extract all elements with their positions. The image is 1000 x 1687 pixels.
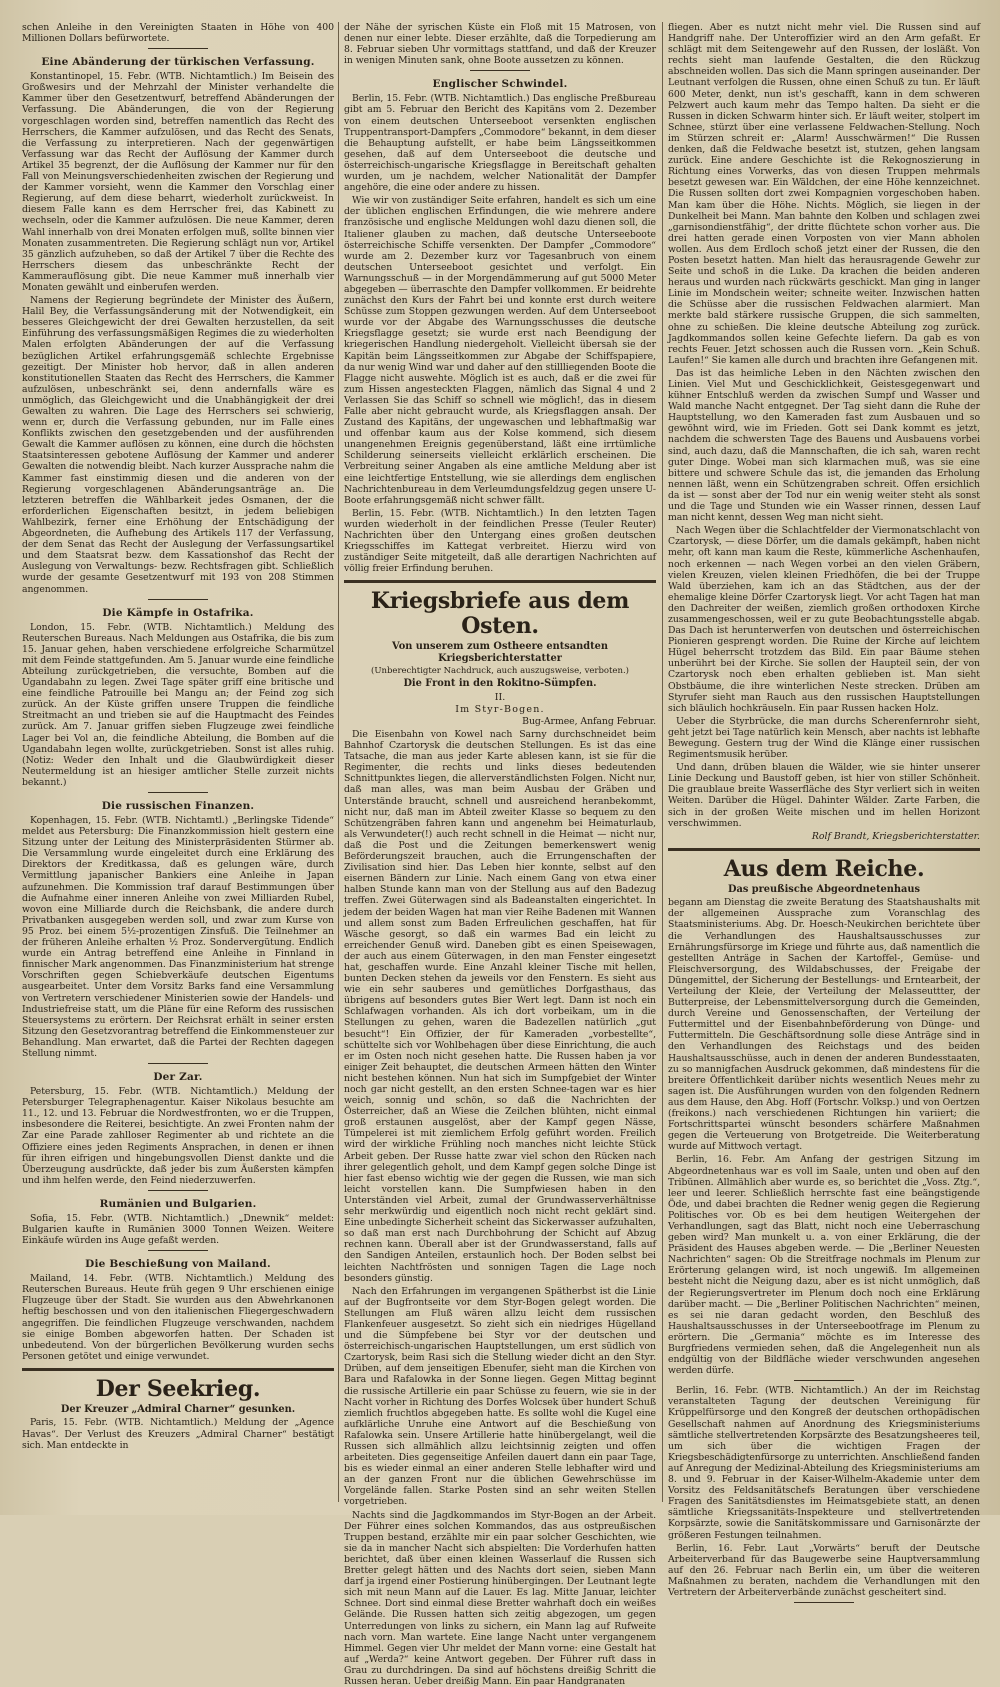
column-rule bbox=[338, 22, 339, 1502]
section-title: Kriegsbriefe aus dem Osten. bbox=[370, 588, 630, 640]
column-2 bbox=[344, 22, 656, 1687]
separator bbox=[794, 1602, 854, 1603]
article-text: Namens der Regierung begründete der Minister des Äußern, Halil Bey, die Verfassungsänderung mit der Notwendigkeit, ein besseres Gleichgewicht der drei Gewalten herzustellen, da seit Einführung des verfassungsmäßigen Regimes die zu wiederholten Malen erfolgten Abänderungen der auf die Verfassung bezüglichen Artikel erfahrungsgemäß schlechte Ergebnisse gezeitigt. Der Minister hob hervor, daß in allen anderen konstitutionellen Staaten das Recht des Herrschers, die Kammer aufzulösen, unbeschränkt sei, denn andernfalls wäre es unmöglich, das Gleichgewicht und die Unabhängigkeit der drei Gewalten zu wahren. Die Lage des Herrschers sei schwierig, wenn er, durch die Verfassung gebunden, nur im Falle eines Konflikts zwischen den gesetzgebenden und der ausführenden Gewalt die Kammer auflösen zu können, eine durch die höchsten Staatsinteressen gebotene Auflösung der Kammer und anderer Gewalten die notwendig bleibt. Nach kurzer Aussprache nahm die Kammer fast einstimmig diesen und die anderen von der Regierung vorgeschlagenen Abänderungsanträge an. Die letzteren betreffen die Wählbarkeit jedes Osmanen, der die erforderlichen Eigenschaften besitzt, in jedem beliebigen Wahlbezirk, ferner eine Erhöhung der Entschädigung der Abgeordneten, die Aufhebung des Artikels 117 der Verfassung, der dem Senat das Recht der Auslegung der Verfassungsartikel und dem Staatsrat bezw. dem Kassationshof das Recht der Auslegung von Verwaltungs- bezw. Rechtsfragen gibt. Schließlich wurde der gesamte Gesetzentwurf mit 193 von 208 Stimmen angenommen. bbox=[22, 295, 334, 595]
separator bbox=[148, 1190, 208, 1191]
author-signature: Rolf Brandt, Kriegsberichterstatter. bbox=[811, 830, 980, 842]
article-text: Konstantinopel, 15. Febr. (WTB. Nichtamtlich.) Im Beisein des Großwesirs und der Mehrzahl der Minister verhandelte die Kammer über den Gesetzentwurf, betreffend Abänderungen der Verfassung. Die Abänderungen, die von der Regierung vorgeschlagen worden sind, betreffen namentlich das Recht des Herrschers, die Kammer aufzulösen, und das Recht des Senats, die Verfassung zu interpretieren. Nach der gegenwärtigen Verfassung war das Recht der Auflösung der Kammer durch Artikel 35 begrenzt, der die Auflösung der Kammer nur für den Fall von Meinungsverschiedenheiten zwischen der Regierung und der Kammer vorsieht, wenn die Kammer den Vorschlag einer Regierung, auf dem diese beharrt, wiederholt zurückweist. In diesem Falle kann es dem Herrscher frei, das Kabinett zu wechseln, oder die Kammer aufzulösen. Die neue Kammer, deren Wahl innerhalb von drei Monaten erfolgen muß, sollte binnen vier Monaten zusammentreten. Die Regierung schlägt nun vor, Artikel 35 gänzlich aufzuheben, so daß der Artikel 7 über die Rechte des Herrschers diesem das unbeschränkte Recht der Kammerauflösung gibt. Die neue Kammer muß innerhalb vier Monaten gewählt und einberufen werden. bbox=[22, 71, 334, 293]
article-text: Nach den Erfahrungen im vergangenen Spätherbst ist die Linie auf der Bugfrontseite vor dem Styr-Bogen gelegt worden. Die Stellungen am Fluß wären allzu leicht dem russischen Flankenfeuer ausgesetzt. So zieht sich ein niedriges Hügelland und die Sümpfebene bei Styr vor der deutschen und österreichisch-ungarischen Hauptstellungen, um erst südlich von Czartorysk, beim Rasi sich die Stellung wieder dicht an den Styr. Drüben, auf dem jenseitigen Ebenufer, sieht man die Kirchen von Bara und Rafalowka in der Sonne liegen. Gegen Mittag beginnt die russische Artillerie ein paar Schüsse zu feuern, wie sie in der Nacht vorher in Richtung des Dorfes Wolcsek über hundert Schuß ziemlich fruchtlos abgegeben hatte. Es sollte wohl die Kugel eine aufklärliche Unruhe eine Antwort auf die Beschießung von Rafalowka sein. Unsere Artillerie hatte hinübergelangt, weil die Russen sich allmählich allzu leichtsinnig zeigten und offen arbeiteten. Dies gegenseitige Anfeilen dauert dann ein paar Tage, bis es wieder einmal an einer anderen Stelle lebhafter wird und an der ganzen Front nur die üblichen Gewehrschüsse im Vorgelände fallen. Starke Posten sind an sehr weiten Stellen vorgetrieben. bbox=[344, 1285, 656, 1508]
article-subtitle: Der Kreuzer „Admiral Charner“ gesunken. bbox=[60, 1403, 296, 1415]
article-subtitle: Das preußische Abgeordnetenhaus bbox=[728, 883, 920, 895]
article-text: London, 15. Febr. (WTB. Nichtamtlich.) Meldung des Reuterschen Bureaus. Nach Meldungen aus Ostafrika, die bis zum 15. Januar gehen, haben verschiedene erfolgreiche Scharmützel mit dem Feinde stattgefunden. Am 5. Januar wurde eine feindliche Abteilung zurückgetrieben, die versuchte, Bomben auf die Ugandabahn zu legen. Zwei Tage später griff eine britische und eine feindliche Patrouille bei Mangu an; der Feind zog sich zurück. An der Küste griffen unsere Truppen die feindliche Streitmacht an und trieben sie auf die Hauptmacht des Feindes zurück. Am 7. Januar griffen sieben Flugzeuge zwei feindliche Lager bei Vol an, die feindliche Abteilung, die Bomben auf die Ugandabahn legen wollte, zurückgetrieben. Sonst ist alles ruhig. (Notiz: Weder den Inhalt und die Glaubwürdigkeit dieser Neutermeldung ist an hiesiger amtlicher Stelle zurzeit nichts bekannt.) bbox=[22, 621, 334, 788]
section-title: Aus dem Reiche. bbox=[723, 855, 925, 882]
article-text: Das ist das heimliche Leben in den Nächten zwischen den Linien. Viel Mut und Geschicklichkeit, Geistesgegenwart und kühner Entschluß werden da zwischen Sumpf und Wasser und Wald manche Nacht entgegnet. Der Tag sieht dann die Ruhe der Hauptstellung, wo den Kameraden fast zum Ausbauen und so gewöhnt wird, wie im Frieden. Gott sei Dank kommt es jetzt, nachdem die schwersten Tage des Bauens und Ausbauens vorbei sind, auch dazu, daß die Mannschaften, die ich sah, waren recht guter Dinge. Wobei man sich klarmachen muß, was sie eine bittere und schwere Schule das ist, die jemanden das Erholung nennen läßt, wenn ein Schützengraben schreit. Offen ersichlich da ist — sonst aber der Tod nur ein wenig weiter steht als sonst und die Tage und Stunden wie ein Wasser rinnen, dessen Lauf man nicht kennt, dessen Weg man nicht sieht. bbox=[668, 367, 980, 524]
separator bbox=[470, 70, 530, 71]
article-heading: Rumänien und Bulgarien. bbox=[99, 1197, 257, 1210]
article-text: Sofia, 15. Febr. (WTB. Nichtamtlich.) „Dnewnik“ meldet: Bulgarien kaufte in Rumänien 3000 Tonnen Weizen. Weitere Einkäufe würden ins Auge gefaßt werden. bbox=[22, 1212, 334, 1247]
article-text: Berlin, 15. Febr. (WTB. Nichtamtlich.) Das englische Preßbureau gibt am 5. Februar den Bericht des Kapitäns vom 2. Dezember von einem deutschen Unterseeboot versenkten englischen Truppentransport-Dampfers „Commodore“ bekannt, in dem dieser die Behauptung aufstellt, er habe beim Längsseitkommen gesehen, daß auf dem Unterseeboot die deutsche und österreichisch-ungarische Kriegsflagge in Bereitschaft gehalten wurden, um je nachdem, welcher Nationalität der Dampfer angehöre, die eine oder andere zu hissen. bbox=[344, 93, 656, 194]
article-heading: Eine Abänderung der türkischen Verfassung. bbox=[41, 56, 315, 69]
article-heading: Die Kämpfe in Ostafrika. bbox=[102, 606, 254, 619]
separator bbox=[148, 1250, 208, 1251]
article-heading: Der Zar. bbox=[153, 1071, 203, 1084]
column-3 bbox=[668, 22, 980, 1598]
section-rule bbox=[344, 580, 656, 583]
article-text: Petersburg, 15. Febr. (WTB. Nichtamtlich.) Meldung der Petersburger Telegraphenagentur. Kaiser Nikolaus besuchte am 11., 12. und 13. Februar die Nordwestfronten, wo er die Truppen, insbesondere die Reiterei, besichtigte. An zwei Fronten nahm der Zar eine Parade zahlloser Regimenter ab und richtete an die Offiziere eines jeden Regiments Ansprachen, in denen er ihnen für ihren eifrigen und hingebungsvollen Dienst dankte und die Überzeugung ausdrückte, daß jeder bis zum Äußersten kämpfen und ihm helfen werde, den Feind niederzuwerfen. bbox=[22, 1086, 334, 1186]
article-text: Berlin, 16. Febr. Laut „Vorwärts“ beruft der Deutsche Arbeiterverband für das Baugewerbe seine Hauptversammlung auf den 26. Februar nach Berlin ein, um über die weiteren Maßnahmen zu beraten, nachdem die Verhandlungen mit den Vertretern der Arbeiterverbände zunächst gescheitert sind. bbox=[668, 1542, 980, 1598]
separator bbox=[148, 48, 208, 49]
separator bbox=[148, 792, 208, 793]
article-text: begann am Dienstag die zweite Beratung des Staatshaushalts mit der allgemeinen Aussprache zum Voranschlag des Staatsministeriums. Abg. Dr. Hoesch-Neukirchen berichtete über die Verhandlungen des Haushaltsausschusses zur Ernährungsfürsorge im Kriege und führte aus, daß namentlich die gestellten Anträge in Sachen der Kartoffel-, Gemüse- und Fleischversorgung, des Wildabschusses, der Freigabe der Düngemittel, der Sicherung der Bestellungs- und Erntearbeit, der Verteilung der Kleie, der Verteilung der Melasseuttter, der Butterpreise, der Lebensmittelversorgung durch die Gemeinden, durch Vereine und Genossenschaften, der Verteilung der Futtermittel und der Eisenbahnbeförderung von Dünge- und Futtermitteln. Die Geschäftsordnung solle diese Anträge sind in den Verhandlungen des Reichstags und des beiden Haushaltsausschüsse, auch in denen der anderen Bundesstaaten, zu so mannigfachen Ausdruck gekommen, daß mindestens für die breitere Öffentlichkeit darüber nichts wesentlich Neues mehr zu sagen ist. Die Ausführungen wurden von den folgenden Rednern aus dem Hause, den Abg. Hoff (Fortschr. Volksp.) und von Oertzen (freikons.) nach verschiedenen Richtungen hin variiert; die Fortschrittspartei wünscht besonders schärfere Maßnahmen gegen die Verteuerung von Brotgetreide. Die Weiterberatung wurde auf Mittwoch vertagt. bbox=[668, 897, 980, 1153]
location-heading: Im Styr-Bogen. bbox=[455, 703, 545, 715]
dateline: Bug-Armee, Anfang Februar. bbox=[522, 715, 656, 727]
article-text: Nach Wegen über die Schlachtfelder der Viermonatschlacht von Czartorysk, — diese Dörfer, um die damals gekämpft, haben nicht mehr, oft kann man kaum die Reste, kümmerliche Aschenhaufen, noch erkennen — nach Wegen vorbei an den vielen Gräbern, vielen Kreuzen, vielen kleinen Friedhöfen, die bei der Truppe Wald überziehen, kam ich an das Städtchen, aus der der ehemalige kleine Dörfer Czartorysk liegt. Vor acht Tagen hat man den Dachreiter der weißen, ziemlich großen orthodoxen Kirche zusammengeschossen, weil er zu gute Beobachtungsstelle abgab. Das Dach ist herunterwerfen von deutschen und österreichischen Pionieren gesprengt worden. Die Ruine der Kirche auf leichtem Hügel beherrscht trotzdem das Bild. Ein paar Bäume stehen unberührt bei der Kirche. Sie sollen der Haupteil sein, der von Czartorysk noch eben erhalten geblieben ist. Man sieht Obstbäume, die ihre winterlichen Neste strecken. Drüben am Styrufer sieht man Rauch aus den russischen Hauptstellungen sich bläulich hochkräuseln. Ein paar Russen hacken Holz. bbox=[668, 525, 980, 714]
column-1 bbox=[22, 22, 334, 1502]
section-title: Der Seekrieg. bbox=[95, 1375, 261, 1402]
article-heading: Die russischen Finanzen. bbox=[101, 800, 255, 812]
part-number: II. bbox=[494, 691, 506, 703]
article-text: Paris, 15. Febr. (WTB. Nichtamtlich.) Meldung der „Agence Havas“. Der Verlust des Kreuzers „Admiral Charner“ bestätigt sich. Man entdeckte in bbox=[22, 1417, 334, 1451]
article-subtitle: Von unserem zum Ostheere entsandten Kriegsberichterstatter bbox=[392, 641, 608, 664]
article-text: fliegen. Aber es nutzt nicht mehr viel. Die Russen sind auf Handgriff nahe. Der Unteroffizier wird an den Arm gefaßt. Er schlägt mit dem Seitengewehr auf den Russen, der losläßt. Von rechts sieht man laufende Gestalten, die den Rückzug abschneiden wollen. Das sich die Mann springen auseinander. Der Leutnant verfolgen die Russen, ohne einen Schuß zu tun. Er läuft 600 Meter, denkt, nun ist's geschafft, kann in dem schweren Pelzwert auch kaum mehr das Tempo halten. Da sieht er die Russen in dicken Schwarm hinter sich. Er läuft weiter, stolpert im Schnee, stürzt über eine verlassene Feldwachen-Stellung. Noch im Stürzen schreit er: „Alarm! Ausschwärmen!“ Die Russen denken, daß die Feldwache besetzt ist, stutzen, gehen langsam zurück. Eine andere Geschichte ist die Rekognoszierung in Richtung eines Vorwerks, das von diesen Truppen mehrmals besetzt gewesen war. Ein Wäldchen, der eine Höhe kennzeichnet. Die Russen sollten dort zwei Kompagnien vorgeschoben haben. Man kam über die Höhe. Nichts. Möglich, sie liegen in der Dunkelheit bei Mann. Man bahnte den Kolben und schlagen zwei „garnisondienstfähig“, der dritte flüchtete schon vorher aus. Die drei hatten gerade einen Vorposten von vier Mann abholen wollen. Aus dem Erdloch schoß jetzt einer der Russen, die den Posten besetzt hatten. Man hielt das herausragende Gewehr zur Seite und schoß in die Luke. Da krachen die beiden anderen heraus und wurden nach rückwärts geschickt. Man ging in langer Linie im Mondschein weiter; schneite weiter. Inzwischen hatten die Schüsse aber die russischen Feldwachen alarmiert. Man merkte bald stärkere russische Gruppen, die sich sammelten, ohne zu schießen. Die kleine deutsche Abteilung zog zurück. Jagdkommandos sollen keine Gefechte liefern. Da gab es von rechts Feuer. Jetzt schossen auch die Russen vorn. „Kein Schuß. Laufen!“ Sie kamen alle durch und brachten ihre Gefangenen mit. bbox=[668, 22, 980, 366]
article-text: Berlin, 16. Febr. Am Anfang der gestrigen Sitzung im Abgeordnetenhaus war es voll im Saale, unten und oben auf den Tribünen. Allmählich aber wurde es, so berichtet die „Voss. Ztg.“, leer und leerer. Schließlich herrschte fast eine beängstigende Öde, und dabei brachten die Redner wenig gegen die Regierung Politisches vor. Ob es bei dem heutigen Weitergehen der Verhandlungen, sagt das Blatt, nicht noch eine Ueberraschung geben wird? Man munkelt u. a. von einer Erklärung, die der Präsident des Hauses abgeben werde. — Die „Berliner Neuesten Nachrichten“ sagen: Ob die Streitfrage nochmals im Plenum zur Erörterung gelangen wird, ist noch ungewiß. Im allgemeinen besteht nicht die Neigung dazu, aber es ist nicht unmöglich, daß der Regierungsvertreter im Plenum doch noch eine Erklärung darüber macht. — Die „Berliner Politischen Nachrichten“ meinen, es sei nie daran gedacht worden, den Beschluß des Haushaltsausschusses in der Unterseebootfrage im Plenum zu erörtern. Die „Germania“ möchte es im Interesse des Burgfriedens vermieden sehen, daß die Angelegenheit nun als endgültig von der Bildfläche wieder verschwunden angesehen werden dürfe. bbox=[668, 1154, 980, 1377]
article-heading: Die Beschießung von Mailand. bbox=[85, 1258, 271, 1271]
article-text: Berlin, 16. Febr. (WTB. Nichtamtlich.) An der im Reichstag veranstalteten Tagung der deutschen Vereinigung für Krüppelfürsorge und den Kongreß der deutschen orthopädischen Gesellschaft nahmen auf Anordnung des Kriegsministeriums sämtliche stellvertretenden Korpsärzte des Besatzungsheeres teil, um sich über die wichtigen Fragen der Kriegsbeschädigtenfürsorge zu unterrichten. Anschließend fanden auf Anregung der Medizinal-Abteilung des Kriegsministeriums am 8. und 9. Februar in der Kaiser-Wilhelm-Akademie unter dem Vorsitz des Feldsanitätschefs Beratungen über verschiedene Fragen des Sanitätsdienstes im Heimatsgebiete statt, an denen sämtliche Kriegssanitäts-Inspekteure und stellvertretenden Korpsärzte, sowie die Sanitätskommissare und Garnisonärzte der größeren Festungen teilnahmen. bbox=[668, 1385, 980, 1541]
column-rule bbox=[662, 22, 663, 1502]
separator bbox=[148, 599, 208, 600]
article-text: Und dann, drüben blauen die Wälder, wie sie hinter unserer Linie Deckung und Baustoff geben, ist hier von stiller Schönheit. Die graublaue breite Wasserfläche des Styr verliert sich in weiten Weiten. Darüber die Hügel. Dahinter Wälder. Zarte Farben, die sich in der großen Weite mischen und im hellen Horizont verschwimmen. bbox=[668, 762, 980, 829]
copyright-notice: (Unberechtigter Nachdruck, auch auszugsweise, verboten.) bbox=[371, 666, 629, 677]
separator bbox=[148, 1063, 208, 1064]
article-text: Mailand, 14. Febr. (WTB. Nichtamtlich.) Meldung des Reuterschen Bureaus. Heute früh gegen 9 Uhr erschienen einige Flugzeuge über der Stadt. Sie wurden aus den Abwehrkanonen heftig beschossen und von den italienischen Fliegergeschwadern angegriffen. Die feindlichen Flugzeuge verschwanden, nachdem sie einige Bomben abgeworfen hatten. Der Schaden ist unbedeutend. Von der bürgerlichen Bevölkerung wurden sechs Personen getötet und einige verwundet. bbox=[22, 1273, 334, 1362]
article-text: Ueber die Styrbrücke, die man durchs Scherenfernrohr sieht, geht jetzt bei Tage natürlich kein Mensch, aber nachts ist lebhafte Bewegung. Gestern trug der Wind die Klänge einer russischen Regimentsmusik herüber. bbox=[668, 715, 980, 761]
article-text: Die Eisenbahn von Kowel nach Sarny durchschneidet beim Bahnhof Czartorysk die deutschen Stellungen. Es ist das eine Tatsache, die man aus jeder Karte ablesen kann, ist sie für die Regimenter, die rechts und links dieses bedeutenden Schnittpunktes liegen, die allerverständlichsten Folgen. Nicht nur, daß man alles, was man beim Ausbau der Gräben und Unterstände braucht, schnell und ausreichend heranbekommt, nicht nur, daß man im Abteil zweiter Klasse so bequem zu den Schützengräben fahren kann und angenehm bei Heimaturlaub, als Verwundeter(!) auch recht schnell in die Heimat — nicht nur, daß die Post und die Zeitungen bemerkenswert wenig Beförderungszeit brauchen, auch die Errungenschaften der Zivilisation sind hier. Das Leben hier konnte, selbst auf den eisernen Bändern zur Linie. Nach einem Gang von etwa einer halben Stunde kann man von der Stellung aus auf den Badezug treffen. Zwei Güterwagen sind als Badeanstalten eingerichtet. In jedem der beiden Wagen hat man vier Reihe Badenen mit Wannen und allem sonst zum Baden Erfreulichen geschaffen, hat für Wäsche gesorgt, so daß ein warmes Bad ein leicht zu erreichender Genuß wird. Daneben gibt es einen Speisewagen, der auch aus einem Güterwagen, in den man Fenster eingesetzt hat, geschaffen wurde. Eine Anzahl kleiner Tische mit hellen, bunten Decken stehen da jeweils vor den Fenstern. Es sieht aus wie ein sehr sauberes und gemütliches Dorfgasthaus, das übrigens auf besonders gutes Bier Wert legt. Dann ist noch ein Schlafwagen vorhanden. Als ich dort vorbeikam, um in die Stellungen zu gehen, waren die Badezellen natürlich „gut besucht“! Ein Offizier, der für Kameraden „vorbestellte“, schüttelte sich vor Wohlbehagen über diese Einrichtung, die auch er im Osten noch nicht gesehen hatte. Die Russen haben ja vor einiger Zeit behauptet, die deutschen Armeen hätten den Winter nicht bestehen können. Nun hat sich im Sumpfgebiet der Winter noch gar nicht gestellt, an den ersten Schnee-tagen war es hier weich, sonnig und schön, so daß die Nachrichten der Österreicher, daß an Wiese die Zeilchen blühten, nicht einmal groß erstaunen ausgelöst, aber der Kampf gegen Nässe, Tümpelerei ist mit ziemlichem Erfolg geführt worden. Freilich wird der wirkliche Frühling noch manches nicht leichte Stück Arbeit geben. Der Russe hatte zwar viel schon den Rücken nach ihrer gelegentlich geholt, und dem Kampf gegen solche Dinge ist hier fast ebenso wichtig wie der gegen die Russen, wie man sich leicht vorstellen kann. Die Sumpfwiesen haben in den Unterständen viel Arbeit, zumal der Grundwasserverhältnisse sehr merkwürdig und eigentlich noch nicht recht geklärt sind. Eine unbedingte Sicherheit scheint das Sickerwasser aufzuhalten, so daß man erst nach Durchbohrung der Schicht auf Abzug rechnen kann. Überall aber ist der Grundwasserstand, falls auf den Sandigen Anteilen, erstaunlich hoch. Der Boden selbst bei leichten Nachtfrösten und sonnigen Tagen die Lage noch besonders günstig. bbox=[344, 729, 656, 1284]
article-text: schen Anleihe in den Vereinigten Staaten in Höhe von 400 Millionen Dollars befürwortete. bbox=[22, 22, 334, 45]
section-rule bbox=[22, 1368, 334, 1371]
separator bbox=[794, 1380, 854, 1381]
article-text: Nachts sind die Jagdkommandos im Styr-Bogen an der Arbeit. Der Führer eines solchen Kommandos, das aus ostpreußischen Truppen bestand, erzählte mir ein paar solcher Geschichten, wie sie da in mancher Nacht sich abspielten: Die Vorderhufen hatten berichtet, daß über einen kleinen Wasserlauf die Russen sich Bretter gelegt hätten und des Nachts dort seien, sieben Mann darf ja irgend einer Postierung hinübergingen. Der Leutnant legte sich mit neun Mann auf die Lauer. Es lag. Mitte Januar, leichter Schnee. Dort sind einmal diese Bretter wahrhaft doch ein weißes Gelände. Die Russen hatten sich zeitig abgezogen, um gegen Unterredungen von links zu sichern, ein Mann lag auf Rufweite nach vorn. Man wartete. Eine lange Nacht unter vergangenem Himmel. Gegen vier Uhr meldet der Mann vorne: eine Gestalt hat auf „Werda?“ keine Antwort gegeben. Der Führer ruft dass in Grau zu durchdringen. Da sind auf höchstens dreißig Schritt die Russen heran. Ueber dreißig Mann. Ein paar Handgranaten bbox=[344, 1509, 656, 1687]
columns bbox=[22, 22, 980, 1687]
article-text: Berlin, 15. Febr. (WTB. Nichtamtlich.) In den letzten Tagen wurden wiederholt in der feindlichen Presse (Teuler Reuter) Nachrichten über den Untergang eines großen deutschen Kriegsschiffes im Kattegat verbreitet. Hierzu wird von zuständiger Seite mitgeteilt, daß alle derartigen Nachrichten auf völlig freier Erfindung beruhen. bbox=[344, 507, 656, 575]
article-subheading: Die Front in den Rokitno-Sümpfen. bbox=[403, 678, 597, 690]
article-text: der Nähe der syrischen Küste ein Floß mit 15 Matrosen, von denen nur einer lebte. Dieser erzählte, daß die Torpedierung am 8. Februar sieben Uhr vormittags stattfand, und daß der Kreuzer in wenigen Minuten sank, ohne Boote aussetzen zu können. bbox=[344, 22, 656, 67]
article-heading: Englischer Schwindel. bbox=[432, 78, 568, 91]
article-text: Kopenhagen, 15. Febr. (WTB. Nichtamtl.) „Berlingske Tidende“ meldet aus Petersburg: Die Finanzkommission hielt gestern eine Sitzung unter der Leitung des Ministerpräsidenten Stürmer ab. Die Versammlung wurde eingeleitet durch eine Erklärung des Direktors der Kreditkassa, daß es gelungen wäre, durch Vermittlung japanischer Bankiers eine Anleihe in Japan aufzunehmen. Die Kommission traf darauf Bestimmungen über die Aufnahme einer inneren Anleihe von zwei Milliarden Rubel, wovon eine Milliarde durch die Reichsbank, die andere durch Privatbanken ausgegeben werden soll, und zwar zum Kurse von 95 Proz. bei einem 5½-prozentigen Zinsfuß. Die Teilnehmer an der früheren Anleihe erhalten ½ Proz. Sondervergütung. Endlich wurde ein Antrag betreffend eine Anleihe in Finnland in finnischer Mark angenommen. Das Finanzministerium hat strenge Vorschriften gegen Schiebverkäufe deutschen Eigentums ausgearbeitet. Unter dem Vorsitz Barks fand eine Versammlung von Vertretern verschiedener Ministerien sowie der Handels- und Industriefreise statt, um die Pläne für eine Reform des russischen Steuersystems zu erörtern. Der Reichsrat erhält in seiner ersten Sitzung den Gesetzvorantrag betreffend die Einkommensteuer zur Behandlung. Man erwartet, daß die Partei der Rechten dagegen Stellung nimmt. bbox=[22, 815, 334, 1059]
article-text: Wie wir von zuständiger Seite erfahren, handelt es sich um eine der üblichen englischen Erfindungen, die wie mehrere andere französische und englische Meldungen wohl dazu dienen soll, die Italiener glauben zu machen, daß deutsche Unterseeboote österreichische Schiffe versenkten. Der Dampfer „Commodore“ wurde am 2. Dezember kurz vor Tagesanbruch von einem deutschen Unterseeboot gesichtet und verfolgt. Ein Warnungsschuß — in der Morgendämmerung auf gut 5000 Meter abgegeben — überraschte den Dampfer vollkommen. Er beidrehte zunächst den Kurs der Fahrt bei und konnte erst durch weitere Schüsse zum Stoppen gezwungen werden. Auf dem Unterseeboot wurde vor der Abgabe des Warnungsschusses die deutsche Kriegsflagge gesetzt; sie wurde erst nach Beendigung der kriegerischen Handlung niedergeholt. Vielleicht übersah sie der Kapitän beim Längsseitkommen zur Abgabe der Schiffspapiere, da nur wenig Wind war und daher auf den stillliegenden Boote die Flagge nicht auswehte. Möglich ist es auch, daß er die zwei für zum Hissen angesteckten Flaggen, nämlich das Signal 4 und 2 Verlassen Sie das Schiff so schnell wie möglich!, das in diesem Falle aber nicht gebraucht wurde, als Kriegsflaggen ansah. Der Zustand des Kapitäns, der ungewaschen und lebhaftmaßig war und offenbar kaum aus der Kolse kommend, sich diesem unangenehmen Ereignis gegenüberstand, läßt eine irrtümliche Schilderung seinerseits vielleicht erklärlich erscheinen. Die Verbreitung seiner Angaben als eine amtliche Meldung aber ist eine leichtfertige Entstellung, wie sie allerdings dem englischen Nachrichtenbureau in dem Verleumdungsfeldzug gegen unsere U-Boote erfahrungsgemäß nicht schwer fällt. bbox=[344, 195, 656, 506]
section-rule bbox=[668, 848, 980, 851]
